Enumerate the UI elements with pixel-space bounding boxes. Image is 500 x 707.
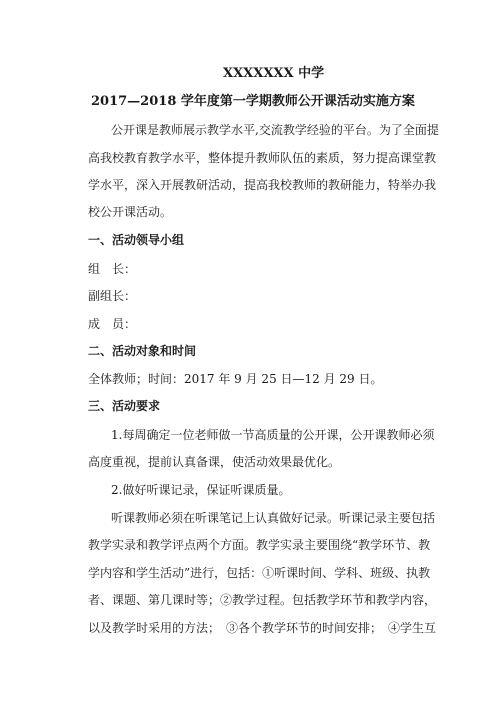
- section2-heading: 二、活动对象和时间: [88, 344, 197, 358]
- requirement-line: 高度重视，提前认真备课，使活动效果最优化。: [88, 455, 341, 469]
- intro-line: 学水平，深入开展教研活动，提高我校教师的教研能力，特举办我: [88, 178, 437, 192]
- school-title: XXXXXXX 中学: [223, 66, 325, 81]
- intro-line: 高我校教育教学水平，整体提升教师队伍的素质，努力提高课堂教: [88, 151, 437, 165]
- paragraph-line: 教学实录和教学评点两个方面。教学实录主要围绕“教学环节、教: [88, 538, 431, 552]
- paragraph-line: 以及教学时采用的方法； ③各个教学环节的时间安排； ④学生互: [88, 621, 437, 635]
- intro-line: 公开课是教师展示教学水平,交流教学经验的平台。为了全面提: [111, 123, 439, 137]
- requirement-item-2: 2.做好听课记录，保证听课质量。: [111, 483, 291, 497]
- paragraph-line: 听课教师必须在听课笔记上认真做好记录。听课记录主要包括: [111, 511, 436, 525]
- intro-line: 校公开课活动。: [88, 205, 173, 219]
- leader-label: 组 长：: [88, 262, 137, 276]
- vice-leader-label: 副组长：: [88, 289, 137, 303]
- requirement-line: 1.每周确定一位老师做一节高质量的公开课，公开课教师必须: [111, 428, 435, 442]
- section3-heading: 三、活动要求: [88, 399, 161, 413]
- members-label: 成 员：: [88, 317, 137, 331]
- paragraph-line: 者、课题、第几课时等；②教学过程。包括教学环节和教学内容，: [88, 593, 437, 607]
- section2-text: 全体教师；时间：2017 年 9 月 25 日—12 月 29 日。: [88, 372, 383, 386]
- section1-heading: 一、活动领导小组: [88, 233, 185, 247]
- plan-title: 2017—2018 学年度第一学期教师公开课活动实施方案: [91, 94, 415, 109]
- paragraph-line: 学内容和学生活动”进行，包括：①听课时间、学科、班级、执教: [88, 566, 431, 580]
